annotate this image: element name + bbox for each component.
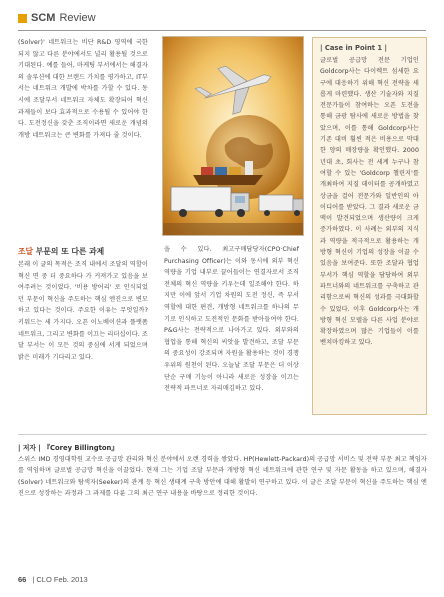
case-body [320,55,419,349]
column-2 [164,244,299,395]
magazine-issue: | CLO Feb. 2013 [32,575,88,584]
author-body [18,454,427,500]
page-number: 66 [18,575,27,584]
header-brand: SCM [31,12,56,24]
case-text: 글로벌 공급망 전문 기업인 Goldcorp사는 다이렉트 섬세한 요구에 대응하기 위해 혁신 전략을 새롭게 마련했다. 생산 기술자와 지질 전문가들이 참여하는 오픈 도전을 통해 금광 탐사에 새로운 방법을 찾았으며, 이를 통해 Goldcorp사는 기존 대비 훨씬 적은 비용으로 막대한 양의 매장량을 확인했다. 2000년대 초, 회사는 전 세계 누구나 참여할 수 있는 'Goldcorp 챌린지'를 개최하여 지질 데이터를 공개하였고 상금을 걸어 전문가와 일반인의 아이디어를 받았다. 그 결과 새로운 금맥이 발견되었으며 생산량이 크게 증가하였다. 이 사례는 외부의 지식과 역량을 적극적으로 활용하는 개방형 혁신이 기업의 성장을 이끌 수 있음을 보여준다. 또한 조달과 협업 부서가 핵심 역할을 담당하여 외부 파트너와의 네트워크를 구축하고 관리함으로써 혁신의 성과를 극대화할 수 있었다. 이후 Goldcorp사는 개방형 혁신 모델을 다른 사업 분야로 확장하였으며 많은 기업들이 이를 벤치마킹하고 있다. [320,57,419,347]
subheading-accent: 조달 [18,247,34,256]
header-section: Review [59,12,96,24]
logistics-photo [162,36,304,236]
case-title: | Case in Point 1 | [320,44,387,52]
author-title: | 저자 | 『Corey Billington』 [18,444,119,452]
column-1-top [18,37,148,141]
header-rule [18,30,426,31]
column-1-text: (Solver)' 네트워크는 비단 R&D 영역에 국한 되지 않고 다른 분야에서도 널리 활용될 것으로 기대된다. 예를 들어, 마케팅 부서에서는 해결자의 솔루션에 대한 브랜드 가치를 평가하고, IT부서는 네트워크 개발에 박차를 가할 수 있다. 동시에 조달부서 네트워크 자체도 확장되어 혁신과제들이 보다 효과적으로 수용될 수 있어야 한다. 도전정신을 갖춘 조직이라면 새로운 개념의 개방 네트워크는 큰 변화를 가져다 줄 것이다. [18,39,148,139]
author-text: 스위스 IMD 경영대학원 교수로 공급망 관리와 혁신 분야에서 오랜 경력을 쌓았다. HP(Hewlett-Packard)의 공급망 서비스 및 전략 부문 최고 책임자를 역임하며 글로벌 공급망 혁신을 이끌었다. 현재 그는 기업 조달 부문과 개방형 혁신 네트워크에 관한 연구 및 자문 활동을 하고 있으며, 해결자(Solver) 네트워크와 탐색자(Seeker)의 관계 등 혁신 생태계 구축 방안에 대해 활발히 연구하고 있다. 이 글은 조달 부문이 혁신을 주도하는 핵심 엔진으로 성장하는 과정과 그 과제를 다룬 그의 최근 연구 내용을 바탕으로 정리한 것이다. [18,456,427,498]
case-in-point-box [312,37,427,415]
subheading [18,246,104,257]
section-marker-icon [18,14,27,23]
subheading-rest: 부문의 또 다른 과제 [33,247,105,256]
logistics-illustration [163,37,304,236]
column-1-bottom [18,259,148,363]
page-header [18,10,96,26]
page-footer [18,575,88,584]
column-2-text: 을 수 있다. 최고구매담당자(CPO·Chief Purchasing Officer)는 이와 동시에 외부 혁신 역량을 기업 내부로 끌어들이는 연결자로서 조직 전체의 혁신 역량을 키우는데 일조해야 한다. 하지만 이에 앞서 기업 차원의 도전 정신, 즉 부서 역할에 대한 편견, 개방형 네트워크를 하나의 무기로 인식하고 도전적인 문화를 받아들여야 한다. P&G사는 전략적으로 나아가고 있다. 외부와의 협업을 통해 혁신의 씨앗을 발견하고, 조달 부문의 중요성이 강조되며 자원을 활용하는 것이 경쟁 우위의 원천이 된다. 오늘날 조달 부문은 더 이상 단순 구매 기능이 아니라 새로운 성장을 이끄는 전략적 파트너로 자리매김하고 있다. [164,246,299,393]
column-1b-text: 본래 이 글의 목적은 조직 내에서 조달의 역할이 혁신 면 중 더 중요하다 가 커져가고 있음을 보여주려는 것이었다. '비용 방어리' 로 인식되었던 부문이 혁신을 주도하는 핵심 엔진으로 변모하고 있다는 것이다. 주요한 이유는 무엇일까? 키워드는 세 가지다. 오픈 이노베이션과 플랫폼 네트워크, 그리고 변화를 이끄는 리더십이다. 조달 부서는 이 모든 것의 중심에 서게 되었으며 밝은 미래가 기다리고 있다. [18,261,148,361]
author-box [18,434,427,556]
